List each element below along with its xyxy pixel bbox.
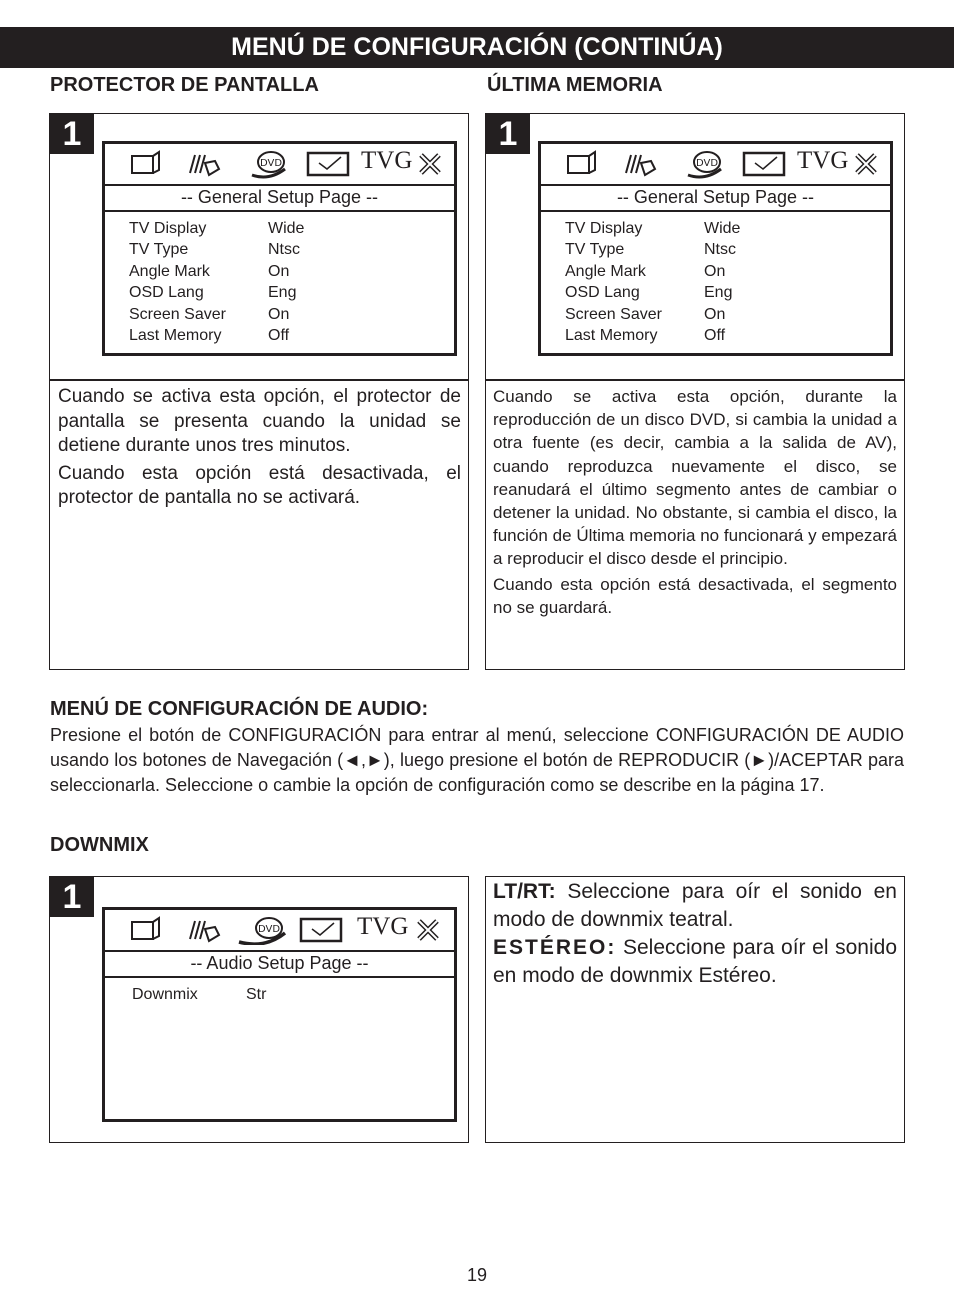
osd-row-label: TV Display [565, 220, 643, 237]
audio-setup-icon [185, 149, 223, 179]
osd-row-value: Off [268, 326, 290, 344]
disc-setup-icon [249, 149, 289, 179]
last-memory-panel [485, 113, 905, 670]
step-number: 1 [50, 877, 94, 917]
osd-row-label: Angle Mark [129, 262, 210, 280]
osd-row-value: Wide [704, 220, 741, 237]
video-setup-icon [298, 915, 344, 945]
tvg-label: TVG [361, 147, 413, 174]
osd-row-label: Last Memory [565, 326, 658, 344]
step-number: 1 [50, 114, 94, 154]
osd-row-value: Eng [268, 284, 297, 302]
disc-setup-icon [685, 149, 725, 179]
osd-row-value: Ntsc [704, 241, 736, 259]
screen-saver-panel [49, 113, 469, 670]
description-paragraph: Cuando se activa esta opción, el protector de pantalla se presenta cuando la unidad se detiene durante unos tres minutos. [58, 386, 461, 457]
downmix-heading: DOWNMIX [50, 834, 149, 856]
svg-text:DVD: DVD [257, 924, 281, 935]
description-paragraph: Cuando esta opción está desactivada, el protector de pantalla no se activará. [58, 462, 461, 509]
osd-row-value: On [704, 262, 726, 280]
option-term: ESTÉREO: [493, 936, 617, 959]
downmix-option [493, 878, 897, 934]
osd-row-label: Downmix [132, 986, 198, 1003]
osd-page-title: -- General Setup Page -- [105, 186, 454, 212]
exit-icon [853, 149, 879, 179]
exit-icon [415, 915, 441, 945]
page-number: 19 [466, 1265, 488, 1285]
osd-row-value: Wide [268, 220, 305, 237]
page-title-banner: MENÚ DE CONFIGURACIÓN (CONTINÚA) [0, 27, 954, 68]
last-memory-description [493, 385, 897, 619]
osd-icon-bar [105, 144, 454, 186]
option-description: Seleccione para oír el sonido en modo de downmix teatral. [493, 880, 897, 931]
svg-text:DVD: DVD [259, 158, 283, 169]
panel-divider [486, 379, 904, 381]
osd-row-value: On [704, 305, 726, 323]
osd-row-value: Off [704, 326, 726, 344]
step-number: 1 [486, 114, 530, 154]
option-description: Seleccione para oír el sonido en modo de downmix Estéreo. [493, 936, 897, 987]
audio-setup-icon [185, 915, 223, 945]
audio-setup-heading: MENÚ DE CONFIGURACIÓN DE AUDIO: [50, 698, 429, 720]
osd-row-label: OSD Lang [129, 284, 204, 302]
general-setup-icon [565, 149, 599, 179]
downmix-panel [49, 876, 469, 1143]
last-memory-heading: ÚLTIMA MEMORIA [487, 74, 663, 96]
osd-icon-bar [541, 144, 890, 186]
downmix-options-text [493, 878, 897, 990]
osd-screen [102, 907, 457, 1122]
disc-setup-icon [235, 915, 289, 945]
osd-row-label: TV Display [129, 220, 207, 237]
osd-row-label: TV Type [129, 241, 189, 259]
osd-row-label: TV Type [565, 241, 625, 259]
osd-screen [102, 141, 457, 356]
osd-row-label: OSD Lang [565, 284, 640, 302]
osd-icon-bar [105, 910, 454, 952]
video-setup-icon [305, 149, 351, 179]
osd-row-label: Screen Saver [129, 305, 226, 323]
video-setup-icon [741, 149, 787, 179]
general-setup-icon [129, 149, 163, 179]
tvg-label: TVG [797, 147, 849, 174]
screen-saver-description [58, 385, 461, 511]
description-paragraph: Cuando esta opción está desactivada, el segmento no se guardará. [493, 574, 897, 617]
osd-screen [538, 141, 893, 356]
description-paragraph: Cuando se activa esta opción, durante la reproducción de un disco DVD, si cambia la unidad a otra fuente (es decir, cambia a la salida de AV), cuando reproduzca nuevamente el disco, se reanudará el último segmento antes de cambiar o detener la unidad. No obstante, si cambia el disco, la función de Última memoria no funcionará y empezará a reproducir el disco desde el principio. [493, 387, 897, 569]
osd-row-label: Last Memory [129, 326, 222, 344]
tvg-label: TVG [357, 913, 409, 940]
osd-row-value: Str [246, 986, 267, 1003]
osd-page-title: -- General Setup Page -- [541, 186, 890, 212]
option-term: LT/RT: [493, 880, 556, 903]
audio-setup-icon [621, 149, 659, 179]
osd-row-label: Angle Mark [565, 262, 646, 280]
screen-saver-heading: PROTECTOR DE PANTALLA [50, 74, 319, 96]
general-setup-icon [129, 915, 163, 945]
osd-row-value: On [268, 262, 290, 280]
audio-setup-instructions: Presione el botón de CONFIGURACIÓN para entrar al menú, seleccione CONFIGURACIÓN DE AUDIO usando los botones de Navegación (◄,►), luego presione el botón de REPRODUCIR (►)/ACEPTAR para seleccionarla. Seleccione o cambie la opción de configuración como se describe en la página 17. [50, 725, 904, 795]
downmix-option [493, 934, 897, 990]
osd-row-value: On [268, 305, 290, 323]
osd-row-label: Screen Saver [565, 305, 662, 323]
downmix-options-panel [485, 876, 905, 1143]
exit-icon [417, 149, 443, 179]
panel-divider [50, 379, 468, 381]
svg-text:DVD: DVD [695, 158, 719, 169]
osd-row-value: Eng [704, 284, 733, 302]
osd-row-value: Ntsc [268, 241, 300, 259]
osd-page-title: -- Audio Setup Page -- [105, 952, 454, 978]
